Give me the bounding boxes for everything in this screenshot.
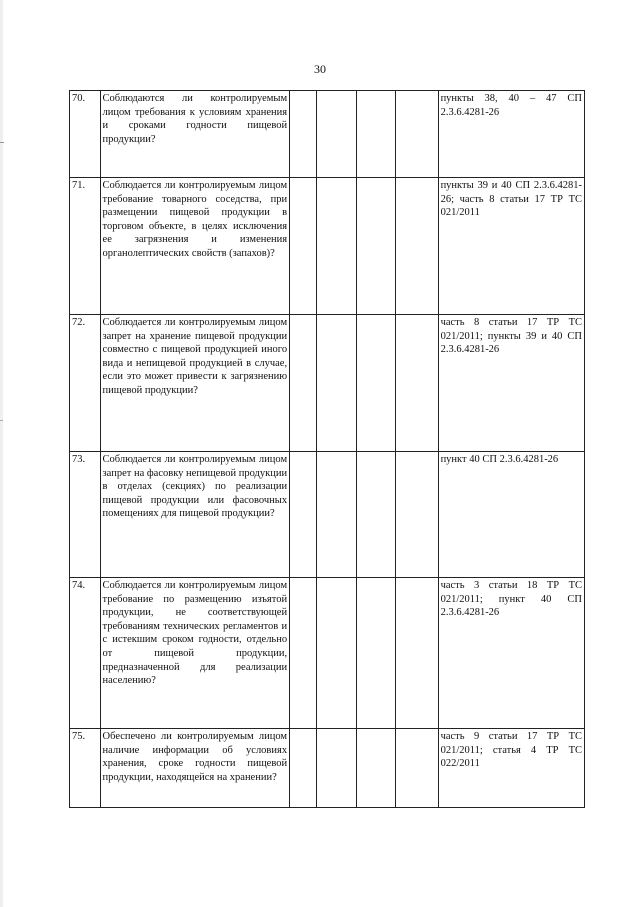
table-row <box>70 315 585 452</box>
scan-mark <box>0 142 4 143</box>
question-text: Соблюдается ли контролируемым лицом требование товарного соседства, при размещении пищевой продукции в торговом объекте, в целях исключения ее загрязнения и изменения органолептических свойств (запахов)? <box>100 178 290 315</box>
checklist-table <box>69 90 585 808</box>
note-cell[interactable] <box>396 729 438 808</box>
row-number: 70. <box>70 91 101 178</box>
answer-yes-cell[interactable] <box>290 315 317 452</box>
answer-na-cell[interactable] <box>357 315 396 452</box>
legal-reference: часть 9 статьи 17 ТР ТС 021/2011; статья 4 ТР ТС 022/2011 <box>438 729 584 808</box>
answer-na-cell[interactable] <box>357 91 396 178</box>
answer-yes-cell[interactable] <box>290 178 317 315</box>
row-number: 71. <box>70 178 101 315</box>
scan-edge <box>0 0 3 907</box>
question-text: Соблюдается ли контролируемым лицом требование по размещению изъятой продукции, не соответствующей требованиям технических регламентов и с истекшим сроком годности, отдельно от пищевой продукции, предназначенной для реализации населению? <box>100 578 290 729</box>
answer-no-cell[interactable] <box>317 578 357 729</box>
legal-reference: пункты 38, 40 – 47 СП 2.3.6.4281-26 <box>438 91 584 178</box>
answer-na-cell[interactable] <box>357 178 396 315</box>
answer-yes-cell[interactable] <box>290 91 317 178</box>
scan-mark <box>0 420 3 421</box>
legal-reference: пункты 39 и 40 СП 2.3.6.4281-26; часть 8 статьи 17 ТР ТС 021/2011 <box>438 178 584 315</box>
answer-yes-cell[interactable] <box>290 452 317 578</box>
answer-no-cell[interactable] <box>317 91 357 178</box>
answer-no-cell[interactable] <box>317 452 357 578</box>
question-text: Соблюдаются ли контролируемым лицом требования к условиям хранения и сроками годности пищевой продукции? <box>100 91 290 178</box>
note-cell[interactable] <box>396 578 438 729</box>
answer-yes-cell[interactable] <box>290 578 317 729</box>
answer-yes-cell[interactable] <box>290 729 317 808</box>
question-text: Соблюдается ли контролируемым лицом запрет на хранение пищевой продукции совместно с пищевой продукцией иного вида и непищевой продукцией в случае, если это может привести к загрязнению пищевой продукции? <box>100 315 290 452</box>
table-row <box>70 578 585 729</box>
question-text: Обеспечено ли контролируемым лицом наличие информации об условиях хранения, сроке годности пищевой продукции, находящейся на хранении? <box>100 729 290 808</box>
answer-na-cell[interactable] <box>357 729 396 808</box>
row-number: 73. <box>70 452 101 578</box>
legal-reference: пункт 40 СП 2.3.6.4281-26 <box>438 452 584 578</box>
table-row <box>70 91 585 178</box>
table-row <box>70 729 585 808</box>
note-cell[interactable] <box>396 91 438 178</box>
row-number: 72. <box>70 315 101 452</box>
page-number: 30 <box>314 62 326 76</box>
answer-no-cell[interactable] <box>317 729 357 808</box>
table-row <box>70 452 585 578</box>
answer-na-cell[interactable] <box>357 578 396 729</box>
question-text: Соблюдается ли контролируемым лицом запрет на фасовку непищевой продукции в отделах (секциях) по реализации пищевой продукции или фасовочных помещениях для пищевой продукции? <box>100 452 290 578</box>
table-row <box>70 178 585 315</box>
answer-no-cell[interactable] <box>317 315 357 452</box>
note-cell[interactable] <box>396 178 438 315</box>
answer-na-cell[interactable] <box>357 452 396 578</box>
legal-reference: часть 3 статьи 18 ТР ТС 021/2011; пункт 40 СП 2.3.6.4281-26 <box>438 578 584 729</box>
note-cell[interactable] <box>396 315 438 452</box>
legal-reference: часть 8 статьи 17 ТР ТС 021/2011; пункты 39 и 40 СП 2.3.6.4281-26 <box>438 315 584 452</box>
row-number: 75. <box>70 729 101 808</box>
answer-no-cell[interactable] <box>317 178 357 315</box>
note-cell[interactable] <box>396 452 438 578</box>
row-number: 74. <box>70 578 101 729</box>
